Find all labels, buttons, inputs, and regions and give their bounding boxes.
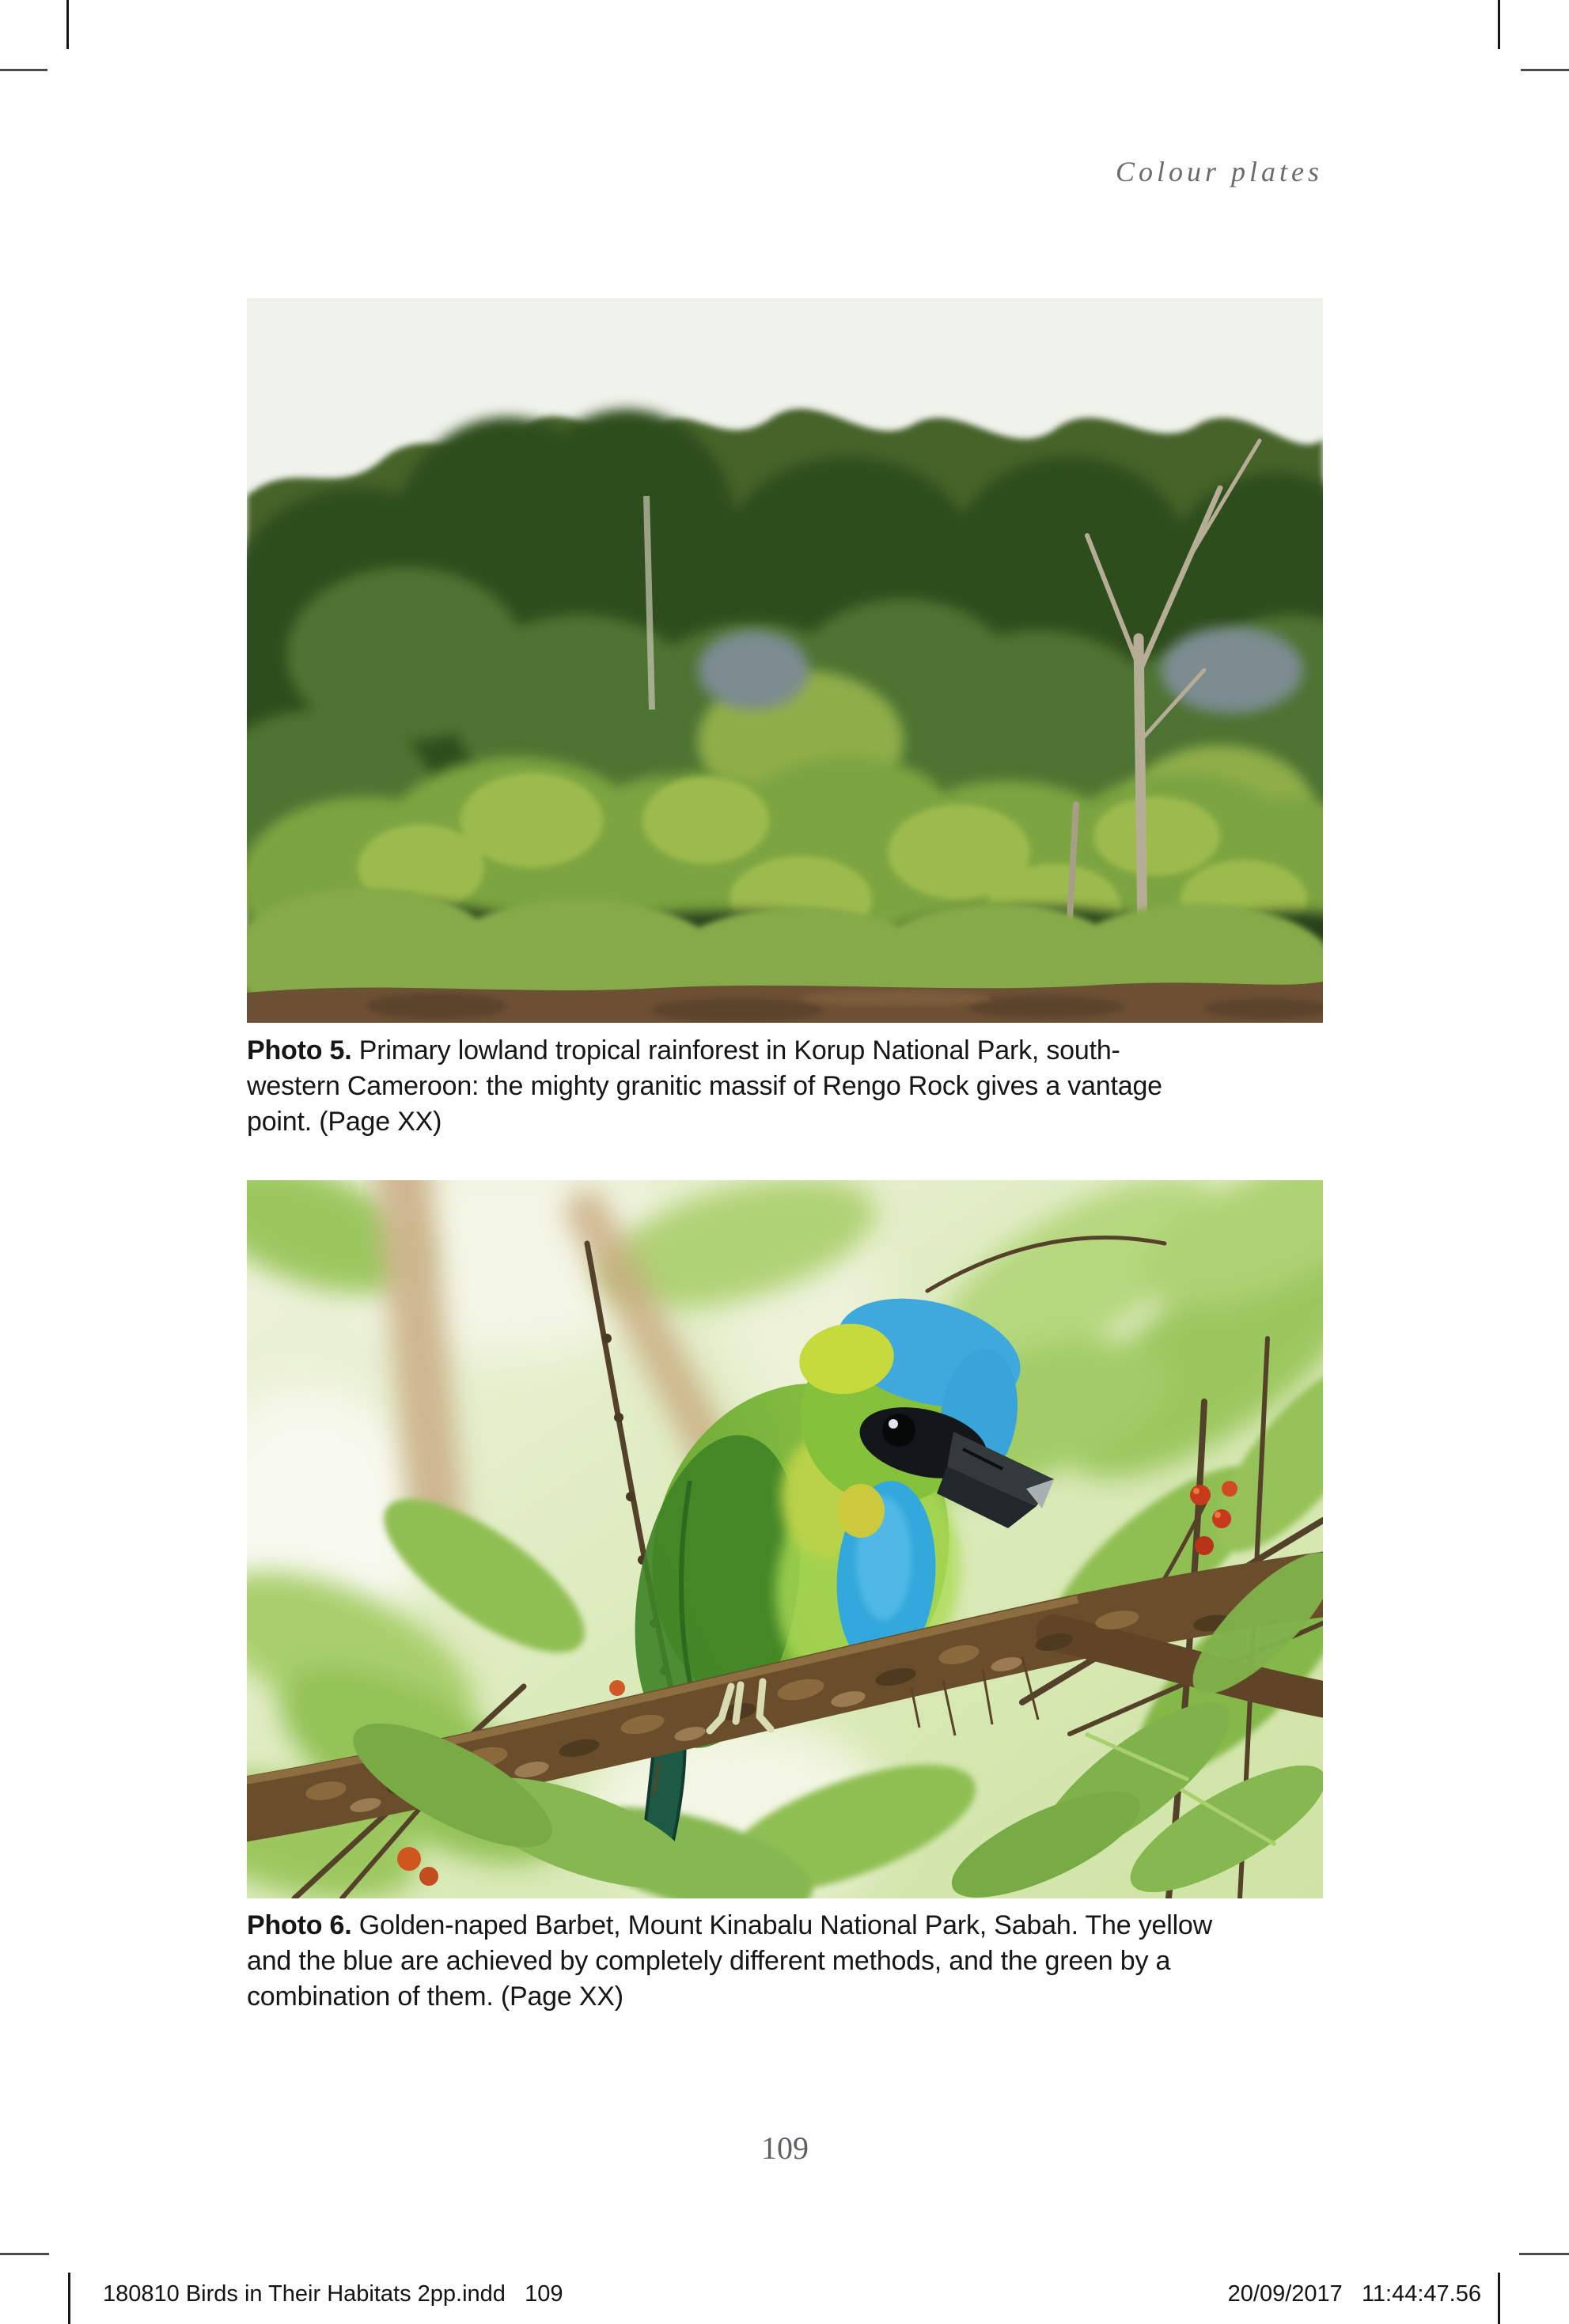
page-number: 109	[761, 2130, 809, 2166]
photo-rainforest	[247, 298, 1323, 1023]
caption-photo6-line3: combination of them. (Page XX)	[247, 1981, 623, 2012]
running-head: Colour plates	[1115, 156, 1323, 187]
barbet-eye	[882, 1414, 915, 1447]
caption-photo5-line3: point. (Page XX)	[247, 1107, 442, 1137]
crop-mark-top-right-horizontal	[1521, 69, 1569, 71]
caption-photo5	[247, 1033, 1347, 1140]
photo-barbet	[247, 1180, 1323, 1898]
crop-mark-bottom-left-horizontal	[0, 2253, 49, 2255]
barbet-yellow-neck-spot	[837, 1484, 885, 1538]
crop-mark-bottom-left-vertical	[68, 2273, 70, 2324]
caption-photo6-line2: and the blue are achieved by completely different methods, and the green by a	[247, 1946, 1171, 1976]
crop-mark-bottom-right-horizontal	[1519, 2253, 1569, 2255]
caption-photo6	[247, 1908, 1347, 2015]
printer-slug-filename: 180810 Birds in Their Habitats 2pp.indd 109	[103, 2281, 563, 2307]
crop-mark-bottom-right-vertical	[1498, 2273, 1500, 2324]
printer-slug	[103, 2281, 1481, 2307]
caption-photo5-label: Photo 5.	[247, 1035, 352, 1065]
crop-mark-top-left-horizontal	[0, 69, 47, 71]
caption-photo6-line1: Photo 6. Golden-naped Barbet, Mount Kinabalu National Park, Sabah. The yellow	[247, 1910, 1212, 1940]
caption-photo5-line2: western Cameroon: the mighty granitic massif of Rengo Rock gives a vantage	[247, 1071, 1162, 1101]
caption-photo5-line1: Photo 5. Primary lowland tropical rainforest in Korup National Park, south-	[247, 1035, 1120, 1065]
printer-slug-timestamp: 20/09/2017 11:44:47.56	[1227, 2281, 1481, 2307]
crop-mark-top-right-vertical	[1498, 0, 1500, 49]
caption-photo6-label: Photo 6.	[247, 1910, 352, 1940]
forest-ground-rock	[247, 982, 1323, 1023]
crop-mark-top-left-vertical	[66, 0, 69, 49]
